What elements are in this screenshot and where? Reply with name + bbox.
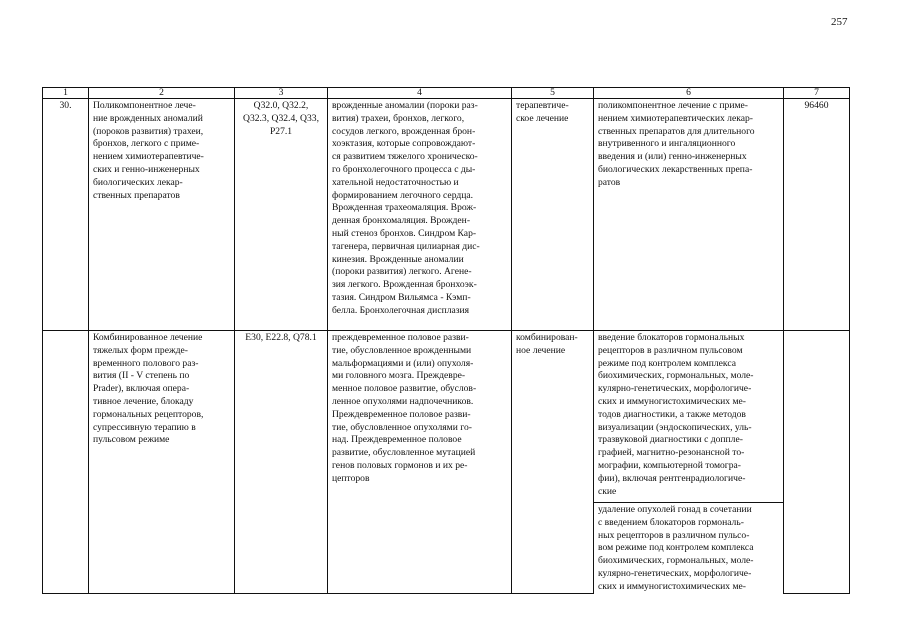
treatment-method-cell xyxy=(594,99,784,331)
treatment-method-cell xyxy=(594,503,784,594)
care-name-cell xyxy=(89,331,235,594)
text-line: (пороков развития) трахеи, xyxy=(93,125,204,137)
column-number: 7 xyxy=(784,88,850,99)
text-line: внутривенного и ингаляционного xyxy=(598,138,736,150)
icd-codes-cell xyxy=(235,99,328,331)
text-line: вития) трахеи, бронхов, легкого, xyxy=(332,112,465,124)
text-line: с введением блокаторов гормональ- xyxy=(598,516,744,528)
text-line: тяжелых форм прежде- xyxy=(93,344,188,356)
text-line: преждевременное половое разви- xyxy=(332,332,469,343)
text-line: тие, обусловленное врожденными xyxy=(332,344,472,356)
text-line: нением химиотерапевтических лекар- xyxy=(598,112,753,124)
text-line: Врожденная трахеомаляция. Врож- xyxy=(332,202,477,214)
text-line: (пороки развития) легкого. Агене- xyxy=(332,266,472,278)
text-line: зия легкого. Врожденная бронхоэк- xyxy=(332,279,477,291)
text-line: ских и иммуногистохимических ме- xyxy=(598,395,746,407)
text-line: биологических лекар- xyxy=(93,176,183,188)
table-row xyxy=(43,331,850,503)
text-line: биохимических, гормональных, моле- xyxy=(598,555,754,567)
column-number: 4 xyxy=(328,88,512,99)
text-line: биохимических, гормональных, моле- xyxy=(598,370,754,382)
column-number-row xyxy=(43,88,850,99)
text-line: графией, магнитно-резонансной то- xyxy=(598,447,745,459)
text-line: ленное опухолями надпочечников. xyxy=(332,395,474,407)
text-line: ских и генно-инженерных xyxy=(93,163,200,175)
text-line: поликомпонентное лечение с приме- xyxy=(598,100,749,111)
text-line: введения и (или) генно-инженерных xyxy=(598,151,747,163)
patient-model-cell xyxy=(328,99,512,331)
text-line: кинезия. Врожденные аномалии xyxy=(332,253,464,265)
text-line: ское лечение xyxy=(516,112,569,124)
row-number-cell xyxy=(43,331,89,594)
text-line: тагенера, первичная цилиарная дис- xyxy=(332,240,480,252)
column-number: 1 xyxy=(43,88,89,99)
cost-cell: 96460 xyxy=(784,99,850,331)
text-line: Q32.0, Q32.2, xyxy=(253,100,309,111)
icd-codes-cell xyxy=(235,331,328,594)
column-number: 2 xyxy=(89,88,235,99)
text-line: генов половых гормонов и их ре- xyxy=(332,459,468,471)
text-line: комбинирован- xyxy=(516,332,578,343)
text-line: тодов диагностики, а также методов xyxy=(598,408,746,420)
text-line: нением химиотерапевтиче- xyxy=(93,151,204,163)
text-line: терапевтиче- xyxy=(516,100,569,111)
text-line: удаление опухолей гонад в сочетании xyxy=(598,504,752,515)
text-line: вития (II - V степень по xyxy=(93,370,190,382)
text-line: Q32.3, Q32.4, Q33, xyxy=(243,112,319,124)
text-line: над. Преждевременное половое xyxy=(332,434,462,446)
text-line: рецепторов в различном пульсовом xyxy=(598,344,743,356)
text-line: Комбинированное лечение xyxy=(93,332,203,343)
text-line: белла. Бронхолегочная дисплазия xyxy=(332,304,470,316)
table-row xyxy=(43,99,850,331)
text-line: ных рецепторов в различном пульсо- xyxy=(598,529,750,541)
text-line: пульсовом режиме xyxy=(93,434,170,446)
medical-care-table xyxy=(42,87,850,594)
text-line: фии), включая рентгенрадиологиче- xyxy=(598,472,746,484)
text-line: P27.1 xyxy=(269,125,293,137)
text-line: Prader), включая опера- xyxy=(93,383,190,395)
text-line: Поликомпонентное лече- xyxy=(93,100,196,111)
text-line: менное половое развитие, обуслов- xyxy=(332,383,477,395)
text-line: ное лечение xyxy=(516,344,566,356)
text-line: режиме под контролем комплекса xyxy=(598,357,736,369)
patient-model-cell xyxy=(328,331,512,594)
text-line: вом режиме под контролем комплекса xyxy=(598,542,754,554)
text-line: кулярно-генетических, морфологиче- xyxy=(598,383,752,395)
text-line: хательной недостаточностью и xyxy=(332,176,459,188)
text-line: формированием легочного сердца. xyxy=(332,189,474,201)
cost-cell xyxy=(784,331,850,594)
text-line: хоэктазия, которые сопровождают- xyxy=(332,138,476,150)
text-line: введение блокаторов гормональных xyxy=(598,332,745,343)
text-line: биологических лекарственных препа- xyxy=(598,163,753,175)
care-name-cell xyxy=(89,99,235,331)
column-number: 6 xyxy=(594,88,784,99)
text-line: ся развитием тяжелого хроническо- xyxy=(332,151,478,163)
text-line: го бронхолегочного процесса с ды- xyxy=(332,163,476,175)
text-line: кулярно-генетических, морфологиче- xyxy=(598,567,752,579)
text-line: ские xyxy=(598,485,617,497)
text-line: супрессивную терапию в xyxy=(93,421,196,433)
page-number: 257 xyxy=(831,16,848,28)
text-line: временного полового раз- xyxy=(93,357,199,369)
text-line: тазия. Синдром Вильямса - Кэмп- xyxy=(332,291,471,303)
text-line: тивное лечение, блокаду xyxy=(93,395,194,407)
text-line: ратов xyxy=(598,176,621,188)
text-line: тразвуковой диагностики с доппле- xyxy=(598,434,743,446)
text-line: сосудов легкого, врожденная брон- xyxy=(332,125,476,137)
text-line: цепторов xyxy=(332,472,370,484)
text-line: ственных препаратов для длительного xyxy=(598,125,755,137)
treatment-type-cell xyxy=(512,331,594,594)
text-line: Преждевременное половое разви- xyxy=(332,408,471,420)
column-number: 5 xyxy=(512,88,594,99)
text-line: ный стеноз бронхов. Синдром Кар- xyxy=(332,227,477,239)
text-line: мографии, компьютерной томогра- xyxy=(598,459,741,471)
text-line: ских и иммуногистохимических ме- xyxy=(598,580,746,592)
row-number-cell: 30. xyxy=(43,99,89,331)
text-line: бронхов, легкого с приме- xyxy=(93,138,200,150)
treatment-type-cell xyxy=(512,99,594,331)
text-line: ние врожденных аномалий xyxy=(93,112,203,124)
text-line: гормональных рецепторов, xyxy=(93,408,204,420)
text-line: денная бронхомаляция. Врожден- xyxy=(332,215,471,227)
text-line: мальформациями и (или) опухоля- xyxy=(332,357,474,369)
text-line: визуализации (эндоскопических, уль- xyxy=(598,421,752,433)
text-line: ственных препаратов xyxy=(93,189,180,201)
text-line: врожденные аномалии (пороки раз- xyxy=(332,100,478,111)
treatment-method-cell xyxy=(594,331,784,503)
column-number: 3 xyxy=(235,88,328,99)
text-line: E30, E22.8, Q78.1 xyxy=(245,332,317,343)
text-line: тие, обусловленное опухолями го- xyxy=(332,421,472,433)
text-line: ми головного мозга. Преждевре- xyxy=(332,370,466,382)
text-line: развитие, обусловленное мутацией xyxy=(332,447,476,459)
